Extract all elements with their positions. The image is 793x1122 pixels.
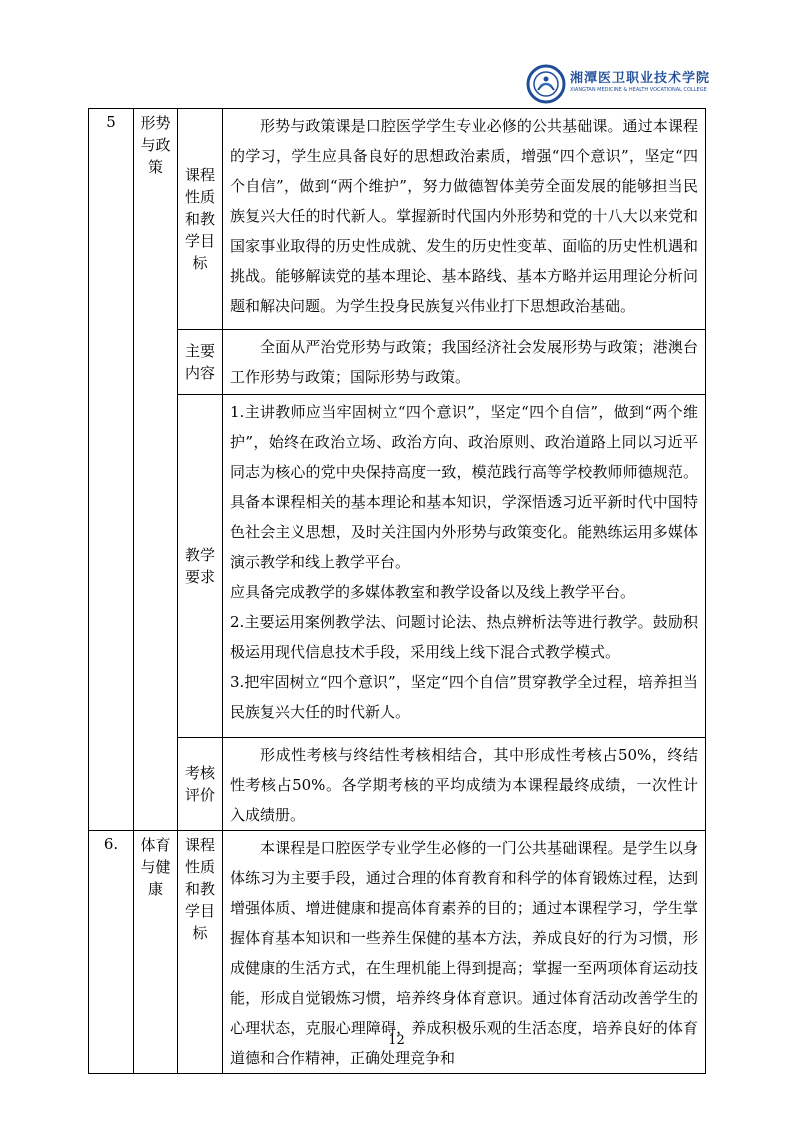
section-content: 本课程是口腔医学专业学生必修的一门公共基础课程。是学生以身体练习为主要手段，通过合理的体育教育和科学的体育锻炼过程，达到增强体质、增进健康和提高体育素养的目的；通过本课程学习，学生掌握体育基本知识和一些养生保健的基本方法，养成良好的行为习惯，形成健康的生活方式，在生理机能上得到提高；掌握一至两项体育运动技能，形成自觉锻炼习惯，培养终身体育意识。通过体育活动改善学生的心理状态，克服心理障碍，养成积极乐观的生活态度，培养良好的体育道德和合作精神，正确处理竞争和 [223,831,706,1074]
table-row [89,109,706,330]
section-label: 考核 评价 [178,738,223,831]
table-row [89,395,706,738]
college-logo [526,64,716,104]
course-table [88,108,706,1074]
section-label: 主要 内容 [178,330,223,395]
table-row [89,738,706,831]
section-content: 形成性考核与终结性考核相结合，其中形成性考核占50%，终结性考核占50%。各学期考核的平均成绩为本课程最终成绩，一次性计入成绩册。 [223,738,706,831]
college-name: 湘潭医卫职业技术学院 [570,71,711,86]
section-content: 全面从严治党形势与政策；我国经济社会发展形势与政策；港澳台工作形势与政策；国际形势与政策。 [223,330,706,395]
section-label: 课程 性质 和教 学目 标 [178,831,223,1074]
college-emblem-icon [526,64,566,104]
course-name: 形势 与政 策 [134,109,178,831]
table-row [89,330,706,395]
college-name-en: XIANGTAN MEDICINE & HEALTH VOCATIONAL COLLEGE [570,87,707,93]
section-label: 课程 性质 和教 学目 标 [178,109,223,330]
course-name: 体育 与健 康 [134,831,178,1074]
section-content: 1.主讲教师应当牢固树立“四个意识”，坚定“四个自信”，做到“两个维护”，始终在政治立场、政治方向、政治原则、政治道路上同以习近平同志为核心的党中央保持高度一致，模范践行高等学校教师师德规范。具备本课程相关的基本理论和基本知识，学深悟透习近平新时代中国特色社会主义思想，及时关注国内外形势与政策变化。能熟练运用多媒体演示教学和线上教学平台。 应具备完成教学的多媒体教室和教学设备以及线上教学平台。 2.主要运用案例教学法、问题讨论法、热点辨析法等进行教学。鼓励积极运用现代信息技术手段，采用线上线下混合式教学模式。 3.把牢固树立“四个意识”，坚定“四个自信”贯穿教学全过程，培养担当民族复兴大任的时代新人。 [223,395,706,738]
section-content: 形势与政策课是口腔医学学生专业必修的公共基础课。通过本课程的学习，学生应具备良好的思想政治素质，增强“四个意识”，坚定“四个自信”，做到“两个维护”，努力做德智体美劳全面发展的能够担当民族复兴大任的时代新人。掌握新时代国内外形势和党的十八大以来党和国家事业取得的历史性成就、发生的历史性变革、面临的历史性机遇和挑战。能够解读党的基本理论、基本路线、基本方略并运用理论分析问题和解决问题。为学生投身民族复兴伟业打下思想政治基础。 [223,109,706,330]
course-number: 5 [89,109,134,831]
course-number: 6. [89,831,134,1074]
page-number: 12 [388,1033,405,1048]
section-label: 教学 要求 [178,395,223,738]
